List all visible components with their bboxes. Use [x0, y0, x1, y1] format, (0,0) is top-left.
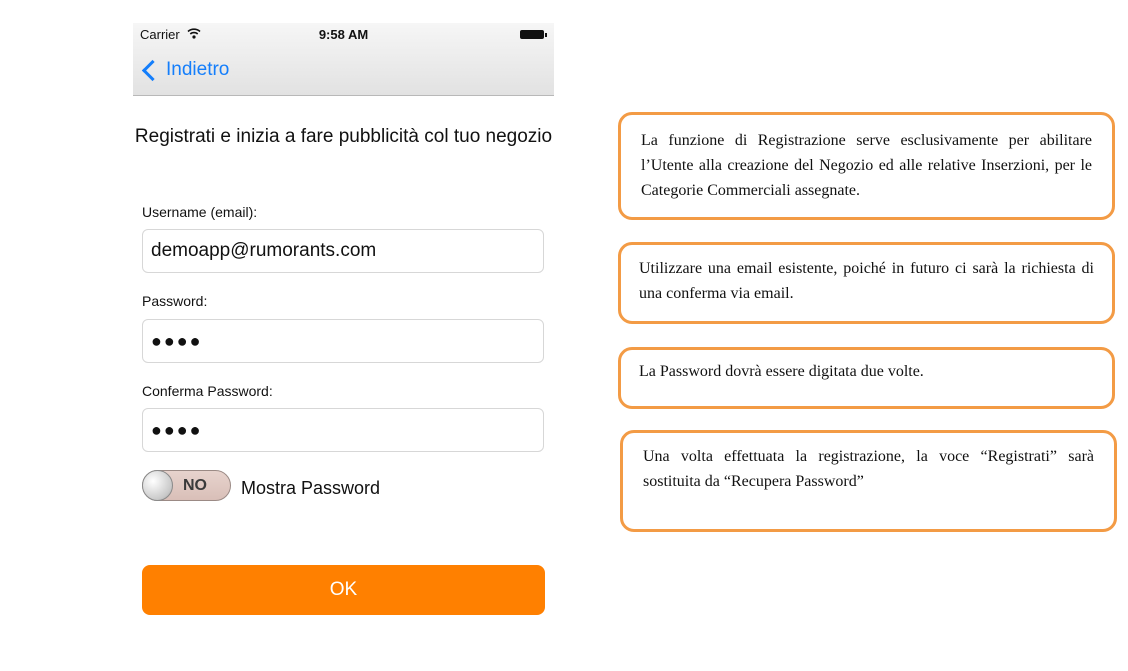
toggle-state-text: NO	[183, 477, 207, 494]
password-field[interactable]: ●●●●	[142, 319, 544, 363]
callout-text: La funzione di Registrazione serve esclusivamente per abilitare l’Utente alla creazione del Negozio ed alle relative Inserzioni, per le Categorie Commerciali assegnate.	[641, 132, 1092, 199]
page-title: Registrati e inizia a fare pubblicità col tuo negozio	[134, 126, 553, 147]
callout-password-note	[618, 347, 1115, 409]
status-bar	[133, 23, 554, 45]
username-label: Username (email):	[142, 204, 258, 220]
toggle-knob	[142, 470, 173, 501]
back-button-label: Indietro	[166, 59, 230, 80]
callout-after-registration	[620, 430, 1117, 532]
show-password-toggle[interactable]	[142, 470, 231, 501]
confirm-password-field[interactable]: ●●●●	[142, 408, 544, 452]
username-field[interactable]: demoapp@rumorants.com	[142, 229, 544, 273]
navigation-bar	[133, 23, 554, 96]
callout-text: Una volta effettuata la registrazione, la voce “Registrati” sarà sostituita da “Recupera Password”	[643, 448, 1094, 490]
carrier-label: Carrier	[140, 27, 180, 42]
callout-text: La Password dovrà essere digitata due volte.	[639, 363, 924, 380]
chevron-left-icon	[142, 59, 163, 80]
callout-registration-purpose	[618, 112, 1115, 220]
confirm-password-label: Conferma Password:	[142, 383, 273, 399]
clock: 9:58 AM	[318, 27, 369, 42]
back-button[interactable]	[141, 57, 229, 83]
ok-button[interactable]	[142, 565, 545, 615]
password-label: Password:	[142, 293, 208, 309]
ok-button-label: OK	[329, 579, 358, 600]
phone-screen	[133, 23, 554, 643]
callout-text: Utilizzare una email esistente, poiché in futuro ci sarà la richiesta di una conferma via email.	[639, 260, 1094, 302]
battery-icon	[520, 30, 544, 39]
callout-email-note	[618, 242, 1115, 324]
show-password-label: Mostra Password	[241, 478, 381, 498]
